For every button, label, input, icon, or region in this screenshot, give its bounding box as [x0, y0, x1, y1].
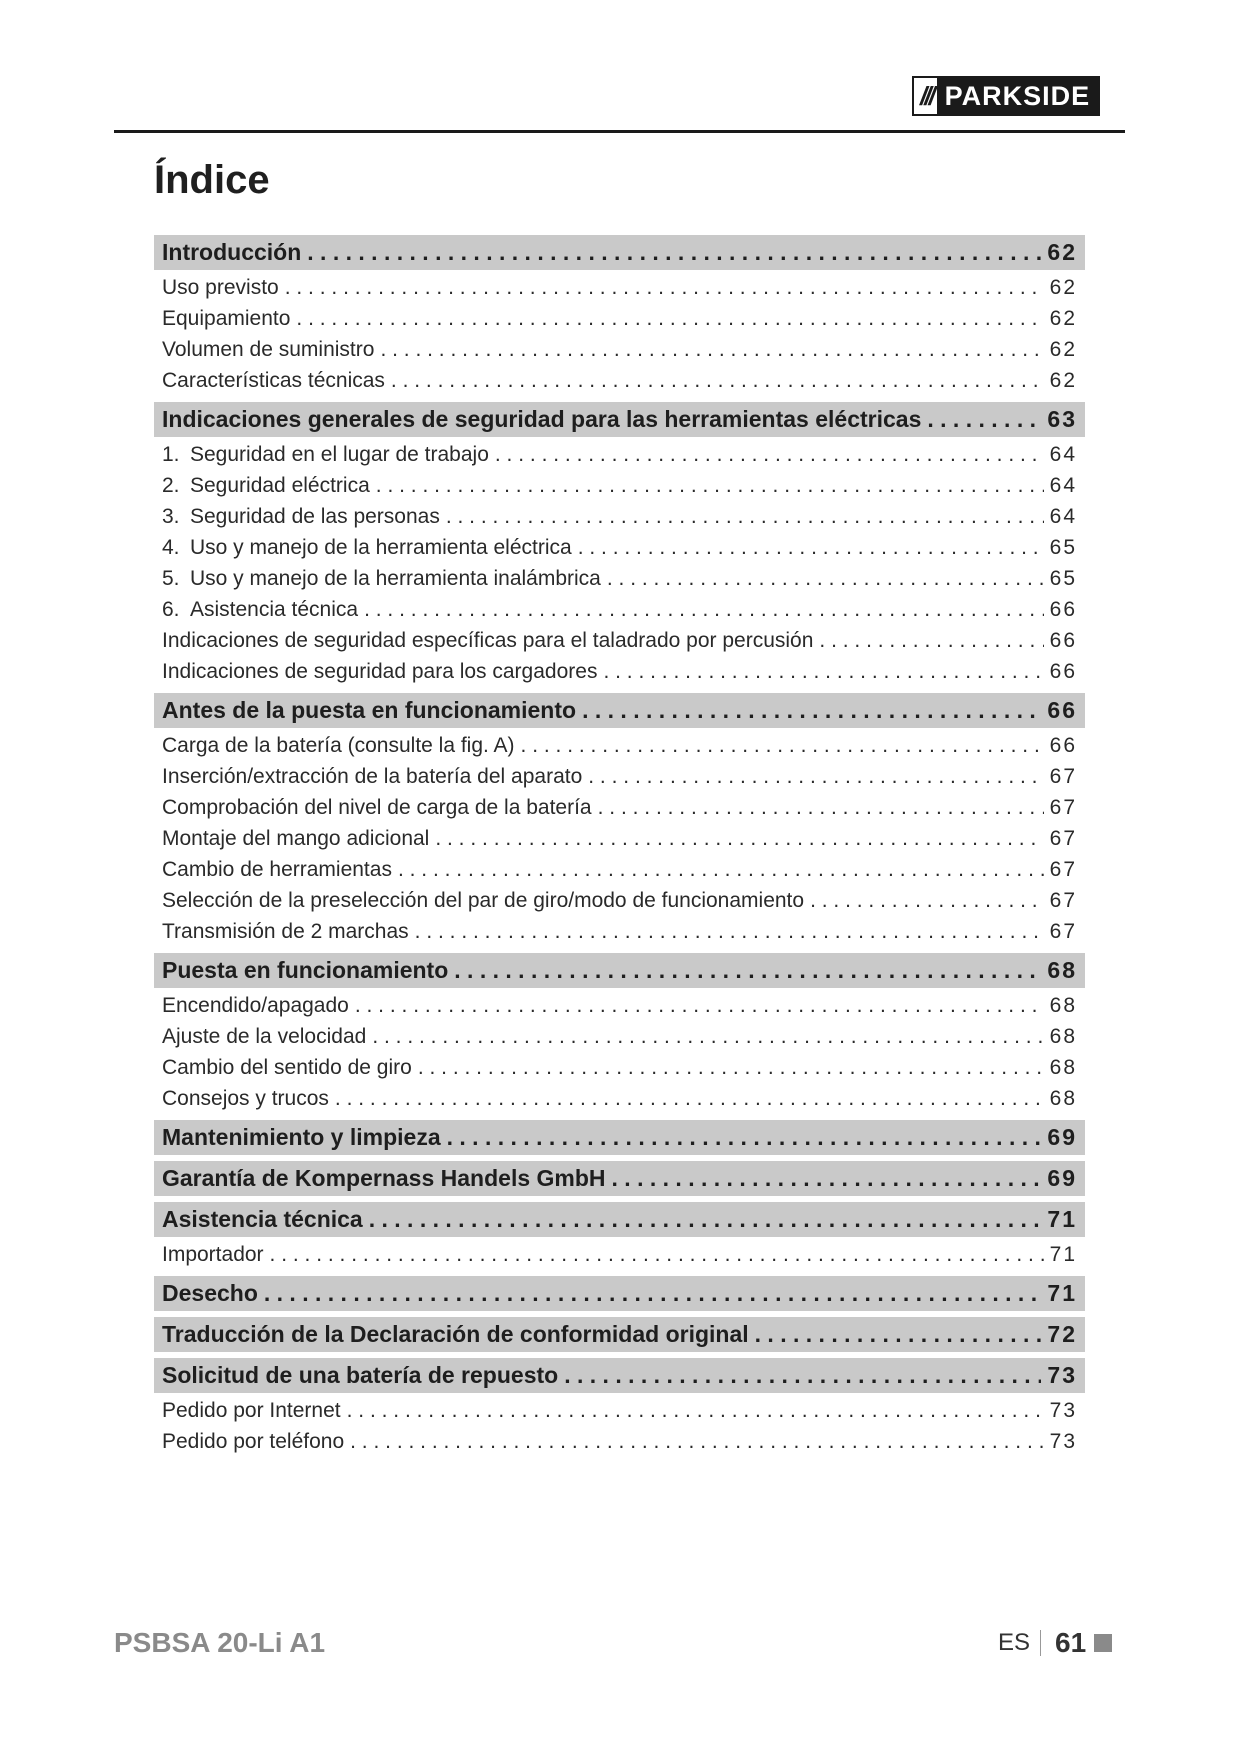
- toc-page-number: 71: [1047, 1206, 1077, 1232]
- toc-entry-row[interactable]: [154, 885, 1085, 916]
- toc-entry-label: Puesta en funcionamiento: [162, 957, 449, 983]
- toc-entry-label: Indicaciones generales de seguridad para las herramientas eléctricas: [162, 406, 922, 432]
- toc-leader-dots: [521, 730, 1044, 761]
- toc-leader-dots: [927, 402, 1041, 437]
- toc-section-row[interactable]: [154, 1202, 1085, 1237]
- toc-entry-label: Indicaciones de seguridad para los cargadores: [162, 660, 598, 683]
- toc-entry-row[interactable]: [154, 1395, 1085, 1426]
- toc-entry-label: Consejos y trucos: [162, 1087, 329, 1110]
- toc-entry-row[interactable]: [154, 656, 1085, 687]
- toc-section-row[interactable]: [154, 1358, 1085, 1393]
- toc-section-row[interactable]: [154, 235, 1085, 270]
- toc-entry-row[interactable]: [154, 439, 1085, 470]
- toc-page-number: 66: [1047, 697, 1077, 723]
- toc-page-number: 66: [1049, 598, 1077, 621]
- toc-entry-label: Cambio del sentido de giro: [162, 1056, 412, 1079]
- toc-entry-number: 2.: [162, 474, 180, 497]
- toc-entry-label: Inserción/extracción de la batería del aparato: [162, 765, 583, 788]
- toc-entry-row[interactable]: [154, 1083, 1085, 1114]
- toc-page-number: 68: [1049, 1056, 1077, 1079]
- toc-entry-row[interactable]: [154, 334, 1085, 365]
- toc-entry-row[interactable]: [154, 916, 1085, 947]
- toc-page-number: 72: [1047, 1321, 1077, 1347]
- toc-entry-row[interactable]: [154, 1239, 1085, 1270]
- toc-entry-number: 4.: [162, 536, 180, 559]
- toc-leader-dots: [372, 1021, 1043, 1052]
- toc-leader-dots: [612, 1161, 1042, 1196]
- toc-page-number: 62: [1049, 369, 1077, 392]
- toc-entry-label: Seguridad eléctrica: [190, 474, 370, 497]
- toc-leader-dots: [598, 792, 1044, 823]
- footer-language: ES: [998, 1629, 1031, 1656]
- toc-entry-row[interactable]: [154, 823, 1085, 854]
- toc-page-number: 67: [1049, 796, 1077, 819]
- toc-entry-label: Uso y manejo de la herramienta eléctrica: [190, 536, 572, 559]
- toc-page-number: 67: [1049, 920, 1077, 943]
- toc-leader-dots: [335, 1083, 1044, 1114]
- logo-brand-text: PARKSIDE: [937, 78, 1099, 114]
- toc-leader-dots: [564, 1358, 1041, 1393]
- toc-entry-label: Ajuste de la velocidad: [162, 1025, 367, 1048]
- toc-page-number: 68: [1049, 1025, 1077, 1048]
- toc-entry-label: Indicaciones de seguridad específicas para el taladrado por percusión: [162, 629, 814, 652]
- toc-page-number: 63: [1047, 406, 1077, 432]
- toc-entry-row[interactable]: [154, 1426, 1085, 1457]
- toc-page-number: 64: [1049, 505, 1077, 528]
- toc-entry-row[interactable]: [154, 730, 1085, 761]
- toc-entry-number: 1.: [162, 443, 180, 466]
- toc-page-number: 67: [1049, 827, 1077, 850]
- toc-entry-label: Garantía de Kompernass Handels GmbH: [162, 1165, 606, 1191]
- toc-entry-label: Comprobación del nivel de carga de la batería: [162, 796, 592, 819]
- toc-page-number: 67: [1049, 858, 1077, 881]
- toc-entry-row[interactable]: [154, 501, 1085, 532]
- footer-page-number: 61: [1055, 1627, 1087, 1658]
- toc-page-number: 68: [1049, 1087, 1077, 1110]
- toc-section-row[interactable]: [154, 953, 1085, 988]
- toc-entry-label: Desecho: [162, 1280, 258, 1306]
- toc-page-number: 62: [1049, 307, 1077, 330]
- toc-page-number: 73: [1047, 1362, 1077, 1388]
- toc-page-number: 67: [1049, 765, 1077, 788]
- toc-entry-label: Seguridad en el lugar de trabajo: [190, 443, 489, 466]
- toc-leader-dots: [755, 1317, 1042, 1352]
- toc-entry-label: Introducción: [162, 239, 302, 265]
- toc-leader-dots: [588, 761, 1043, 792]
- toc-leader-dots: [819, 625, 1043, 656]
- toc-page-number: 73: [1049, 1430, 1077, 1453]
- toc-leader-dots: [810, 885, 1044, 916]
- toc-page-number: 68: [1047, 957, 1077, 983]
- toc-entry-row[interactable]: [154, 1021, 1085, 1052]
- toc-entry-label: Solicitud de una batería de repuesto: [162, 1362, 559, 1388]
- toc-leader-dots: [578, 532, 1044, 563]
- toc-leader-dots: [415, 916, 1044, 947]
- toc-page-number: 62: [1049, 338, 1077, 361]
- toc-entry-label: Mantenimiento y limpieza: [162, 1124, 441, 1150]
- toc-entry-label: Antes de la puesta en funcionamiento: [162, 697, 577, 723]
- toc-page-number: 65: [1049, 536, 1077, 559]
- toc-leader-dots: [446, 501, 1044, 532]
- toc-leader-dots: [350, 1426, 1044, 1457]
- footer-model-name: PSBSA 20-Li A1: [114, 1627, 326, 1658]
- toc-entry-label: Traducción de la Declaración de conformidad original: [162, 1321, 749, 1347]
- toc-entry-label: Encendido/apagado: [162, 994, 349, 1017]
- toc-page-number: 71: [1049, 1243, 1077, 1266]
- footer-separator: [1040, 1630, 1041, 1656]
- toc-section-row[interactable]: [154, 1317, 1085, 1352]
- toc-section-row[interactable]: [154, 402, 1085, 437]
- toc-page-number: 69: [1047, 1124, 1077, 1150]
- toc-entry-label: Selección de la preselección del par de giro/modo de funcionamiento: [162, 889, 805, 912]
- toc-leader-dots: [270, 1239, 1044, 1270]
- toc-section-row[interactable]: [154, 693, 1085, 728]
- toc-page-number: 62: [1047, 239, 1077, 265]
- toc-leader-dots: [495, 439, 1044, 470]
- toc-leader-dots: [398, 854, 1044, 885]
- toc-page-number: 65: [1049, 567, 1077, 590]
- toc-entry-label: Uso previsto: [162, 276, 279, 299]
- toc-entry-row[interactable]: [154, 761, 1085, 792]
- toc-entry-row[interactable]: [154, 272, 1085, 303]
- toc-section-row[interactable]: [154, 1161, 1085, 1196]
- toc-leader-dots: [447, 1120, 1042, 1155]
- toc-entry-row[interactable]: [154, 563, 1085, 594]
- toc-entry-label: Uso y manejo de la herramienta inalámbrica: [190, 567, 601, 590]
- toc-page-number: 66: [1049, 629, 1077, 652]
- toc-leader-dots: [380, 334, 1043, 365]
- toc-leader-dots: [347, 1395, 1044, 1426]
- toc-page-number: 66: [1049, 660, 1077, 683]
- toc-entry-label: Pedido por teléfono: [162, 1430, 345, 1453]
- toc-entry-row[interactable]: [154, 594, 1085, 625]
- toc-page-number: 69: [1047, 1165, 1077, 1191]
- toc-section-row[interactable]: [154, 1276, 1085, 1311]
- toc-page-number: 68: [1049, 994, 1077, 1017]
- toc-leader-dots: [264, 1276, 1042, 1311]
- toc-leader-dots: [355, 990, 1044, 1021]
- toc-entry-label: Volumen de suministro: [162, 338, 375, 361]
- toc-leader-dots: [296, 303, 1043, 334]
- toc-page-number: 73: [1049, 1399, 1077, 1422]
- footer-square-icon: [1094, 1634, 1112, 1652]
- toc-page-number: 64: [1049, 443, 1077, 466]
- toc-leader-dots: [603, 656, 1043, 687]
- toc-entry-label: Equipamiento: [162, 307, 291, 330]
- toc-section-row[interactable]: [154, 1120, 1085, 1155]
- logo-slashes: ///: [914, 78, 937, 114]
- table-of-contents: [154, 229, 1085, 1457]
- toc-entry-row[interactable]: [154, 532, 1085, 563]
- toc-entry-number: 3.: [162, 505, 180, 528]
- toc-entry-label: Pedido por Internet: [162, 1399, 341, 1422]
- toc-entry-row[interactable]: [154, 470, 1085, 501]
- toc-entry-label: Seguridad de las personas: [190, 505, 440, 528]
- toc-entry-label: Montaje del mango adicional: [162, 827, 430, 850]
- toc-entry-row[interactable]: [154, 303, 1085, 334]
- toc-leader-dots: [391, 365, 1044, 396]
- toc-leader-dots: [307, 235, 1041, 270]
- toc-entry-label: Importador: [162, 1243, 264, 1266]
- toc-leader-dots: [607, 563, 1044, 594]
- toc-page-number: 67: [1049, 889, 1077, 912]
- toc-entry-row[interactable]: [154, 365, 1085, 396]
- toc-entry-label: Características técnicas: [162, 369, 385, 392]
- page-title: Índice: [154, 158, 270, 202]
- toc-entry-row[interactable]: [154, 792, 1085, 823]
- toc-leader-dots: [369, 1202, 1042, 1237]
- toc-leader-dots: [582, 693, 1041, 728]
- toc-leader-dots: [364, 594, 1044, 625]
- toc-entry-row[interactable]: [154, 990, 1085, 1021]
- toc-leader-dots: [285, 272, 1044, 303]
- toc-leader-dots: [376, 470, 1044, 501]
- toc-entry-row[interactable]: [154, 625, 1085, 656]
- toc-entry-label: Transmisión de 2 marchas: [162, 920, 409, 943]
- toc-leader-dots: [454, 953, 1041, 988]
- parkside-logo: [912, 76, 1100, 116]
- toc-page-number: 66: [1049, 734, 1077, 757]
- toc-page-number: 62: [1049, 276, 1077, 299]
- toc-entry-number: 5.: [162, 567, 180, 590]
- toc-entry-label: Asistencia técnica: [162, 1206, 363, 1232]
- toc-page-number: 64: [1049, 474, 1077, 497]
- toc-leader-dots: [435, 823, 1043, 854]
- toc-page-number: 71: [1047, 1280, 1077, 1306]
- footer-page-info: [998, 1627, 1112, 1659]
- toc-entry-number: 6.: [162, 598, 180, 621]
- toc-entry-label: Cambio de herramientas: [162, 858, 392, 881]
- header-divider: [114, 130, 1125, 133]
- toc-entry-row[interactable]: [154, 854, 1085, 885]
- toc-entry-label: Asistencia técnica: [190, 598, 359, 621]
- toc-entry-label: Carga de la batería (consulte la fig. A): [162, 734, 515, 757]
- toc-leader-dots: [418, 1052, 1044, 1083]
- toc-entry-row[interactable]: [154, 1052, 1085, 1083]
